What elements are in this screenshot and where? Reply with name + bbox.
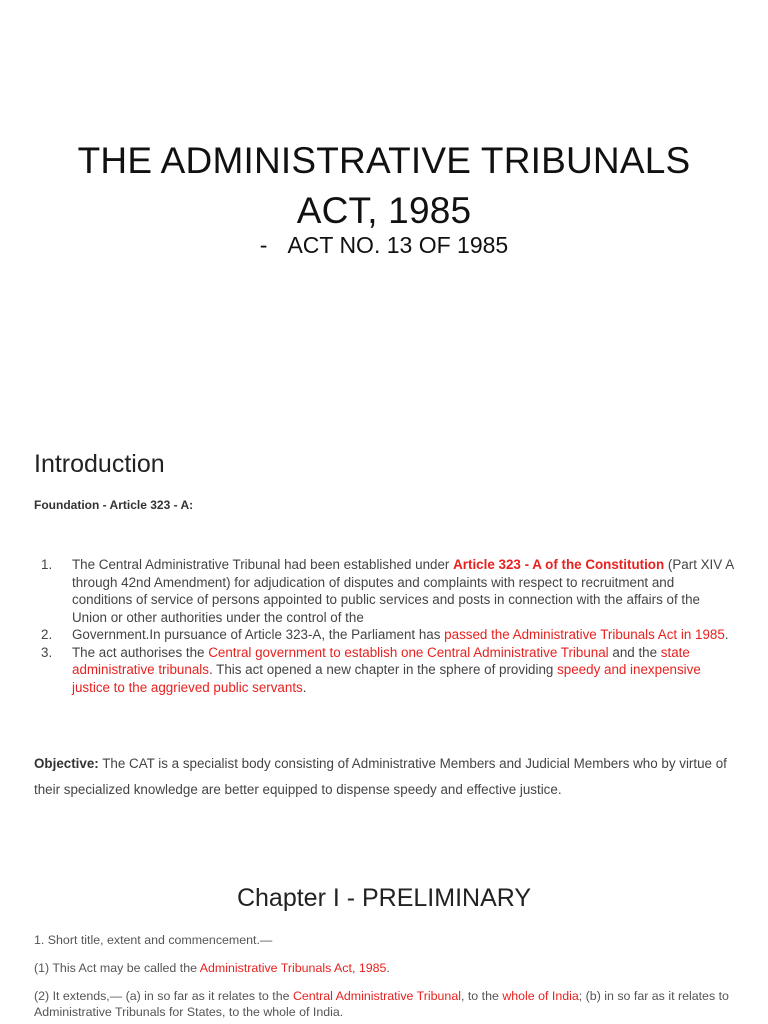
clause-text: (2) It extends,— (a) in so far as it relates to the <box>34 989 293 1003</box>
list-text: (Part XIV A through 42nd Amendment) for adjudication of disputes and complaints with respect to recruitment and conditions of service of persons appointed to public services and posts in connection with the affairs of the Union or other authorities under the control of the <box>72 557 734 625</box>
highlight-text: Central government to establish one Central Administrative Tribunal <box>208 644 609 660</box>
clause-text: . <box>386 961 390 975</box>
list-text: . <box>302 679 307 695</box>
section-title: 1. Short title, extent and commencement.— <box>34 933 273 947</box>
list-number: 1. <box>41 557 53 572</box>
objective-label: Objective: <box>34 756 99 771</box>
list-item <box>34 556 734 626</box>
introduction-heading: Introduction <box>34 450 165 478</box>
document-title <box>0 136 768 236</box>
chapter-heading: Chapter I - PRELIMINARY <box>236 884 532 912</box>
list-item <box>34 626 734 644</box>
clause-text: ; (b) in so far as it relates to Administrative Tribunals for States, to the whole of India. <box>34 989 729 1019</box>
title-line-2: ACT, 1985 <box>296 190 472 231</box>
highlight-text: Central Administrative Tribunal <box>292 989 461 1003</box>
list-text: . <box>724 627 729 642</box>
highlight-text: speedy and inexpensive justice to the aggrieved public servants <box>72 662 701 695</box>
clause-text: , to the <box>460 989 503 1003</box>
title-line-1: THE ADMINISTRATIVE TRIBUNALS <box>77 140 691 181</box>
list-item <box>34 644 734 697</box>
introduction-list <box>34 556 734 696</box>
foundation-label: Foundation - Article 323 - A: <box>34 498 194 512</box>
objective-text: The CAT is a specialist body consisting of Administrative Members and Judicial Members who by virtue of their specialized knowledge are better equipped to dispense speedy and effective justice. <box>34 756 727 797</box>
section-clause-1 <box>34 961 734 977</box>
subtitle-text: ACT NO. 13 OF 1985 <box>287 232 509 258</box>
highlight-text: passed the Administrative Tribunals Act in 1985 <box>444 627 725 642</box>
highlight-text: whole of India <box>502 989 579 1003</box>
objective-paragraph <box>34 751 734 803</box>
list-text: and the <box>608 644 661 660</box>
list-text: The Central Administrative Tribunal had been established under <box>72 557 454 572</box>
list-text: . This act opened a new chapter in the sphere of providing <box>208 662 558 677</box>
subtitle-dash: - <box>259 232 268 258</box>
section-clause-2 <box>34 989 734 1020</box>
list-text: The act authorises the <box>72 644 209 660</box>
list-number: 3. <box>41 644 53 660</box>
highlight-text: state administrative tribunals <box>72 644 690 677</box>
list-text: Government.In pursuance of Article 323-A, the Parliament has <box>72 627 445 642</box>
highlight-text: Article 323 - A of the Constitution <box>453 557 665 572</box>
list-number: 2. <box>41 627 53 642</box>
highlight-text: Administrative Tribunals Act, 1985 <box>199 961 387 975</box>
act-number-subtitle <box>0 232 768 259</box>
clause-text: (1) This Act may be called the <box>34 961 200 975</box>
